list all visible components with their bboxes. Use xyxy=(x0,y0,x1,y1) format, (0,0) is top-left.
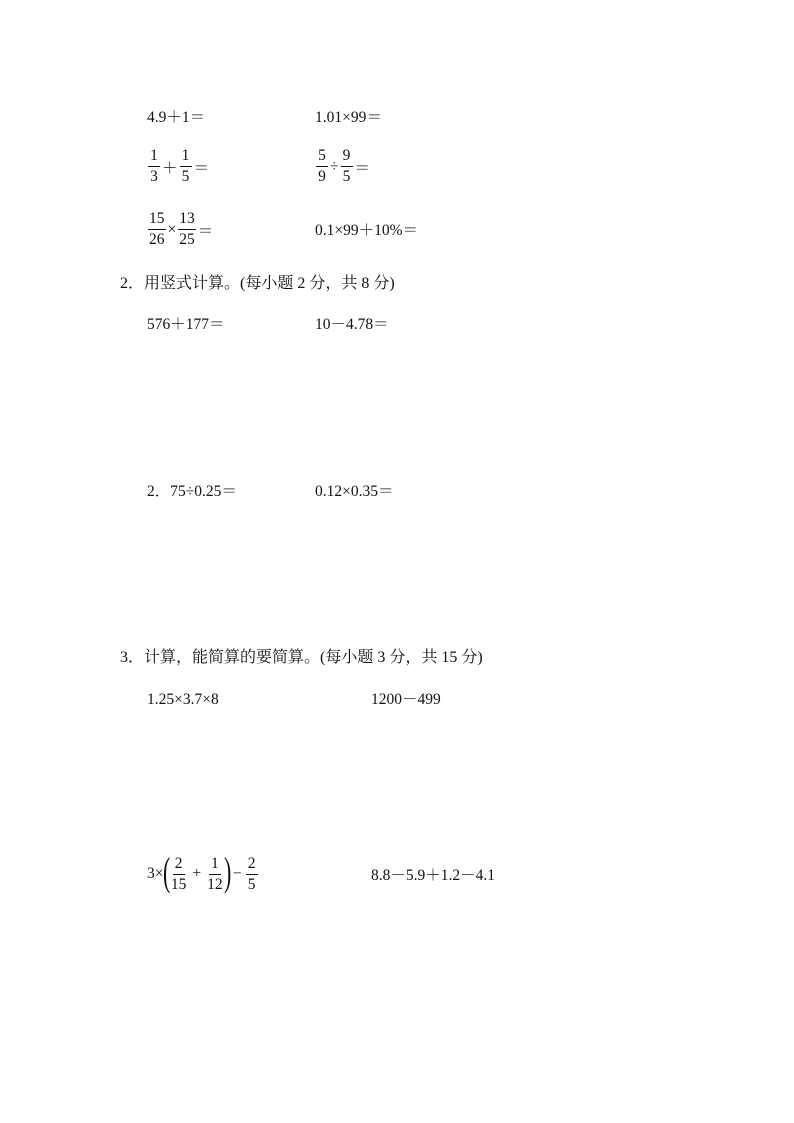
fraction: $\frac{1}{5}$ xyxy=(180,147,192,186)
fraction: $\frac{5}{9}$ xyxy=(316,147,328,186)
expr-percent: 0.1×99＋10%＝ xyxy=(315,222,419,239)
fraction: $\frac{1}{3}$ xyxy=(148,147,160,186)
fraction: $\frac{15}{26}$ xyxy=(149,210,165,248)
expr-0-12-times-0-35: 0.12×0.35＝ xyxy=(315,483,394,500)
fraction: $\frac{1}{12}$ xyxy=(207,854,223,893)
expr-576-plus-177: 576＋177＝ xyxy=(147,316,225,333)
fraction: $\frac{2}{5}$ xyxy=(246,855,258,894)
expr-fraction-divide: $\frac{5}{9}$ ÷ $\frac{9}{5}$ ＝ xyxy=(315,147,371,186)
expr-1-01-times-99: 1.01×99＝ xyxy=(315,109,382,126)
expr-parenthesized-fractions: 3× ( $\frac{2}{15}$ + $\frac{1}{12}$ ) − $\frac{2}{5}$ xyxy=(147,854,259,894)
fraction: $\frac{2}{15}$ xyxy=(170,854,187,893)
expr-2-75-div-0-25: 2．75÷0.25＝ xyxy=(147,483,237,500)
expr-1200-minus-499: 1200－499 xyxy=(371,691,441,708)
section-3-heading: 3．计算，能简算的要简算。(每小题 3 分，共 15 分) xyxy=(120,649,483,666)
expr-10-minus-4-78: 10－4.78＝ xyxy=(315,316,389,333)
fraction: $\frac{9}{5}$ xyxy=(341,147,353,186)
expr-fraction-multiply: $\frac{15}{26}$ × $\frac{13}{25}$ ＝ xyxy=(149,210,214,248)
section-2-heading: 2．用竖式计算。(每小题 2 分，共 8 分) xyxy=(120,275,395,292)
expr-fraction-add: $\frac{1}{3}$ ＋ $\frac{1}{5}$ ＝ xyxy=(147,147,210,186)
expr-8-8-minus-5-9-plus-1-2-minus-4-1: 8.8－5.9＋1.2－4.1 xyxy=(371,867,496,884)
fraction: $\frac{13}{25}$ xyxy=(179,210,195,248)
expr-4-9-plus-1: 4.9＋1＝ xyxy=(147,109,206,126)
expr-1-25-times-3-7-times-8: 1.25×3.7×8 xyxy=(147,691,219,708)
